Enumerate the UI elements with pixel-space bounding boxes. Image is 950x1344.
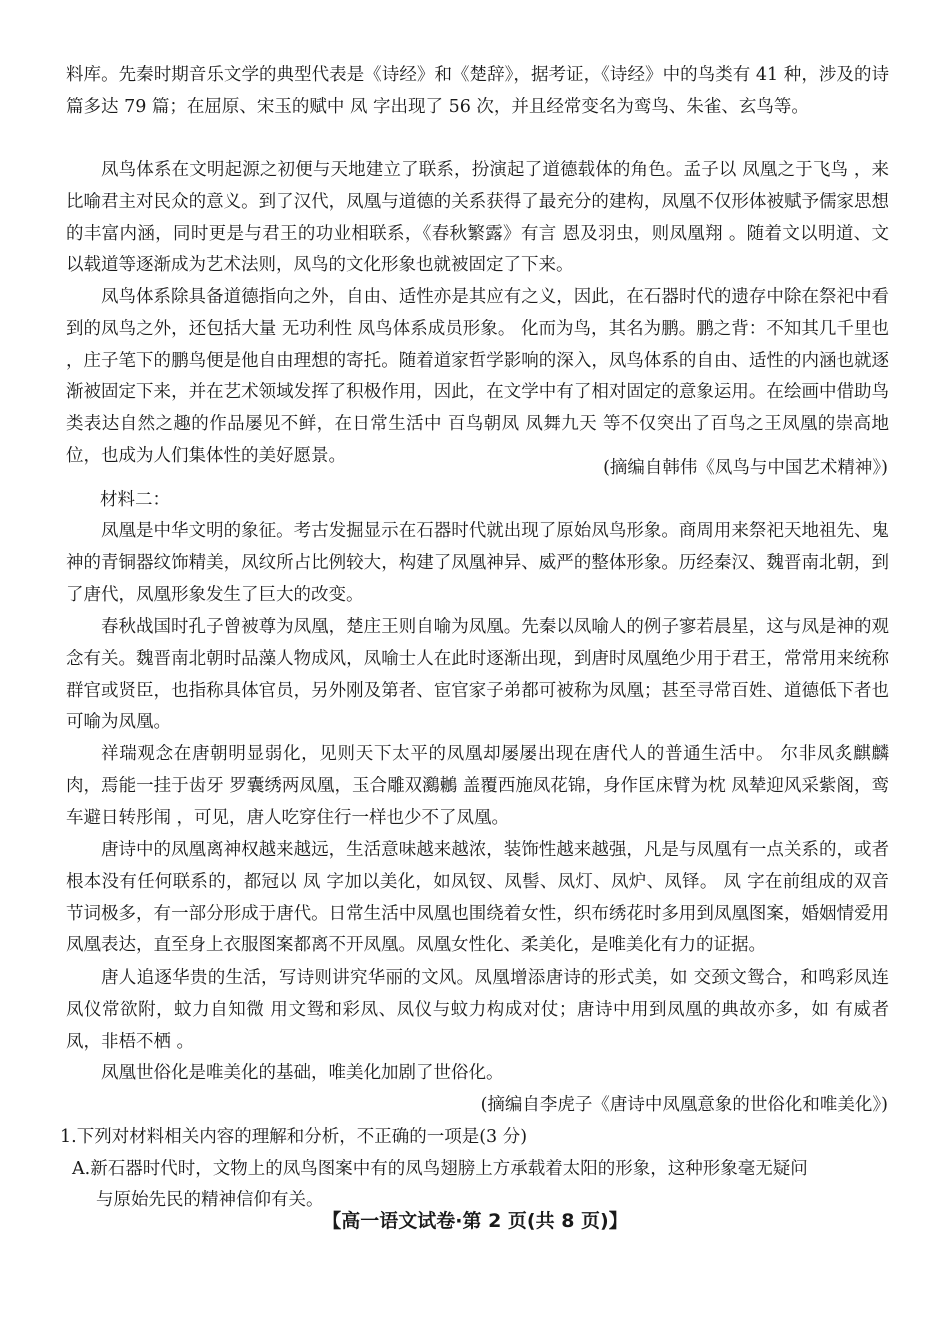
option-a-line-2: 与原始先民的精神信仰有关。 bbox=[96, 1190, 324, 1210]
paragraph-auspicious-decline: 祥瑞观念在唐朝明显弱化，见则天下太平的凤凰却屡屡出现在唐代人的普通生活中。 尔非凤炙麒麟肉，焉能一挂于齿牙 罗囊绣两凤凰，玉合雕双鸂鶒 盖覆西施凤花锦，身作匡床臂为枕 凤辇迎风采紫阁，鸾车避日转彤闱 ，可见，唐人吃穿住行一样也少不了凤凰。 bbox=[66, 744, 889, 828]
question-stem: 1.下列对材料相关内容的理解和分析，不正确的一项是(3 分) bbox=[60, 1127, 528, 1147]
paragraph-phoenix-morality: 凤鸟体系在文明起源之初便与天地建立了联系，扮演起了道德载体的角色。孟子以 凤凰之于飞鸟 ，来比喻君主对民众的意义。到了汉代，凤凰与道德的关系获得了最充分的建构，凤凰不仅形体被赋予儒家思想的丰富内涵，同时更是与君王的功业相联系，《春秋繁露》有言 恩及羽虫，则凤凰翔 。随着文以明道、文以载道等逐渐成为艺术法则，凤鸟的文化形象也就被固定了下来。 bbox=[66, 160, 889, 276]
paragraph-phoenix-people: 春秋战国时孔子曾被尊为凤凰，楚庄王则自喻为凤凰。先秦以凤喻人的例子寥若晨星，这与凤是神的观念有关。魏晋南北朝时品藻人物成风，凤喻士人在此时逐渐出现，到唐时凤凰绝少用于君王，常常用来统称群官或贤臣，也指称具体官员，另外刚及第者、宦官家子弟都可被称为凤凰；甚至寻常百姓、道德低下者也可喻为凤凰。 bbox=[66, 617, 889, 733]
paragraph-material-one-intro-tail: 料库。先秦时期音乐文学的典型代表是《诗经》和《楚辞》，据考证，《诗经》中的鸟类有 41 种，涉及的诗篇多达 79 篇；在屈原、宋玉的赋中 凤 字出现了 56 次，并且经常变名为鸾鸟、朱雀、玄鸟等。 bbox=[66, 65, 889, 117]
paragraph-tang-style: 唐人追逐华贵的生活，写诗则讲究华丽的文风。凤凰增添唐诗的形式美，如 交颈文鸳合，和鸣彩凤连 凤仪常欲附，蚊力自知微 用文鸳和彩凤、凤仪与蚊力构成对仗；唐诗中用到凤凰的典故亦多，如 有威者凤，非梧不栖 。 bbox=[66, 968, 889, 1052]
paragraph-phoenix-freedom: 凤鸟体系除具备道德指向之外，自由、适性亦是其应有之义，因此，在石器时代的遗存中除在祭祀中看到的凤鸟之外，还包括大量 无功利性 凤鸟体系成员形象。 化而为鸟，其名为鹏。鹏之背：不知其几千里也 ，庄子笔下的鹏鸟便是他自由理想的寄托。随着道家哲学影响的深入，凤鸟体系的自由、适性的内涵也就逐渐被固定下来，并在艺术领域发挥了积极作用，因此，在文学中有了相对固定的意象运用。在绘画中借助鸟类表达自然之趣的作品屡见不鲜，在日常生活中 百鸟朝凤 凤舞九天 等不仅突出了百鸟之王凤凰的崇高地位，也成为人们集体性的美好愿景。 bbox=[66, 287, 889, 466]
source-citation-han-wei: (摘编自韩伟《凤鸟与中国艺术精神》) bbox=[603, 458, 888, 478]
paragraph-tang-poetry-phoenix: 唐诗中的凤凰离神权越来越远，生活意味越来越浓，装饰性越来越强，凡是与凤凰有一点关系的，或者根本没有任何联系的，都冠以 凤 字加以美化，如凤钗、凤髻、凤灯、凤炉、凤铎。 凤 字在前组成的双音节词极多，有一部分形成于唐代。日常生活中凤凰也围绕着女性，织布绣花时多用到凤凰图案，婚姻情爱用凤凰表达，直至身上衣服图案都离不开凤凰。凤凰女性化、柔美化，是唯美化有力的证据。 bbox=[66, 840, 889, 956]
paragraph-conclusion: 凤凰世俗化是唯美化的基础，唯美化加剧了世俗化。 bbox=[101, 1063, 504, 1083]
material-two-label: 材料二： bbox=[100, 490, 170, 510]
source-citation-li-huzi: (摘编自李虎子《唐诗中凤凰意象的世俗化和唯美化》) bbox=[480, 1095, 888, 1115]
paragraph-phoenix-symbol: 凤凰是中华文明的象征。考古发掘显示在石器时代就出现了原始凤鸟形象。商周用来祭祀天地祖先、鬼神的青铜器纹饰精美，凤纹所占比例较大，构建了凤凰神异、威严的整体形象。历经秦汉、魏晋南北朝，到了唐代，凤凰形象发生了巨大的改变。 bbox=[66, 521, 889, 605]
page-footer: 【高一语文试卷·第 2 页(共 8 页)】 bbox=[322, 1210, 628, 1232]
option-a-line-1: A.新石器时代时，文物上的凤鸟图案中有的凤鸟翅膀上方承载着太阳的形象，这种形象毫无疑问 bbox=[72, 1159, 808, 1179]
